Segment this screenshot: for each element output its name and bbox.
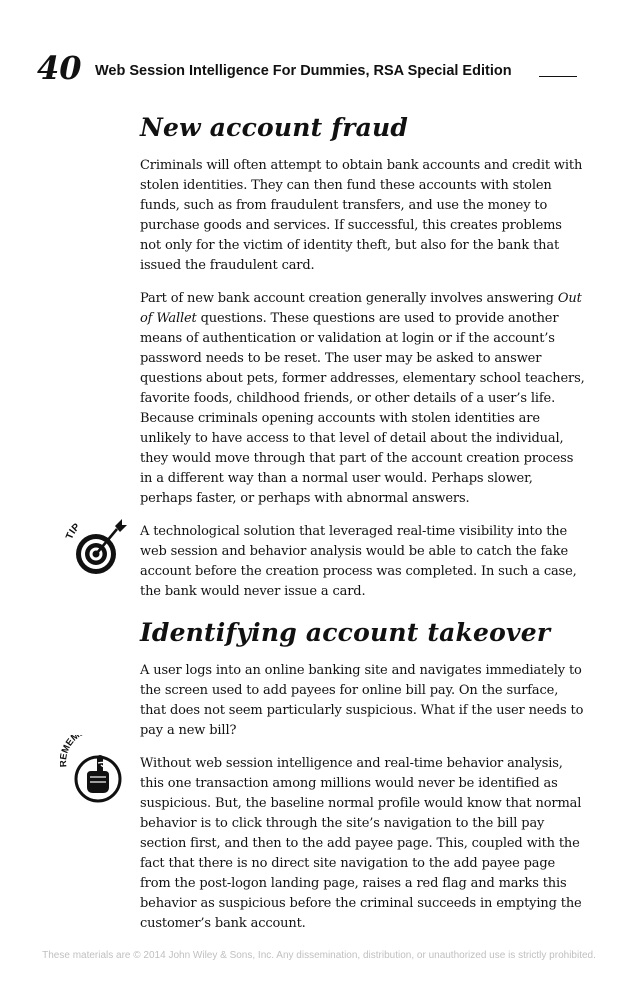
paragraph: Criminals will often attempt to obtain bank accounts and credit with stolen identities. They can then fund these accounts with stolen funds, such as from fraudulent transfers, and use the money to purchase goods and services. If successful, this creates problems not only for the victim of identity theft, but also for the bank that issued the fraudulent card. (140, 158, 583, 273)
header-rule (539, 76, 577, 77)
section-heading: Identifying account takeover (140, 618, 551, 647)
copyright-footer: These materials are © 2014 John Wiley & Sons, Inc. Any dissemination, distribution, or unauthorized use is strictly prohibited. (42, 950, 596, 961)
svg-text:TIP (64, 521, 82, 541)
section-heading: New account fraud (140, 113, 409, 142)
running-title: Web Session Intelligence For Dummies, RSA Special Edition (95, 63, 512, 79)
page-number: 40 (37, 49, 82, 87)
remember-paragraph: Without web session intelligence and real-time behavior analysis, this one transaction among millions would never be identified as suspicious. But, the baseline normal profile would know that normal behavior is to click through the site’s navigation to the bill pay section first, and then to the add payee page. This, coupled with the fact that there is no direct site navigation to the add payee page from the post-logon landing page, raises a red flag and marks this behavior as suspicious before the criminal succeeds in emptying the customer’s bank account. (140, 756, 582, 931)
tip-icon (62, 512, 132, 582)
paragraph: A user logs into an online banking site and navigates immediately to the screen used to add payees for online bill pay. On the surface, that does not seem particularly suspicious. What if the user needs to pay a new bill? (140, 663, 584, 738)
emphasis: Out of Wallet (140, 291, 582, 326)
page-header (37, 48, 577, 88)
page-body (140, 110, 586, 947)
tip-label: TIP (64, 521, 83, 542)
remember-icon (60, 735, 136, 811)
paragraph: Part of new bank account creation generally involves answering Out of Wallet questions. These questions are used to provide another means of authentication or validation at login or if the account’s password needs to be reset. The user may be asked to answer questions about pets, former addresses, elementary school teachers, favorite foods, childhood friends, or other details of a user’s life. Because criminals opening accounts with stolen identities are unlikely to have access to that level of detail about the individual, they would move through that part of the account creation process in a different way than a normal user would. Perhaps slower, perhaps faster, or perhaps with abnormal answers. (140, 291, 585, 506)
remember-label: MEM (60, 735, 83, 755)
tip-paragraph: A technological solution that leveraged real-time visibility into the web session and behavior analysis would be able to catch the fake account before the creation process was completed. In such a case, the bank would never issue a card. (140, 524, 577, 599)
